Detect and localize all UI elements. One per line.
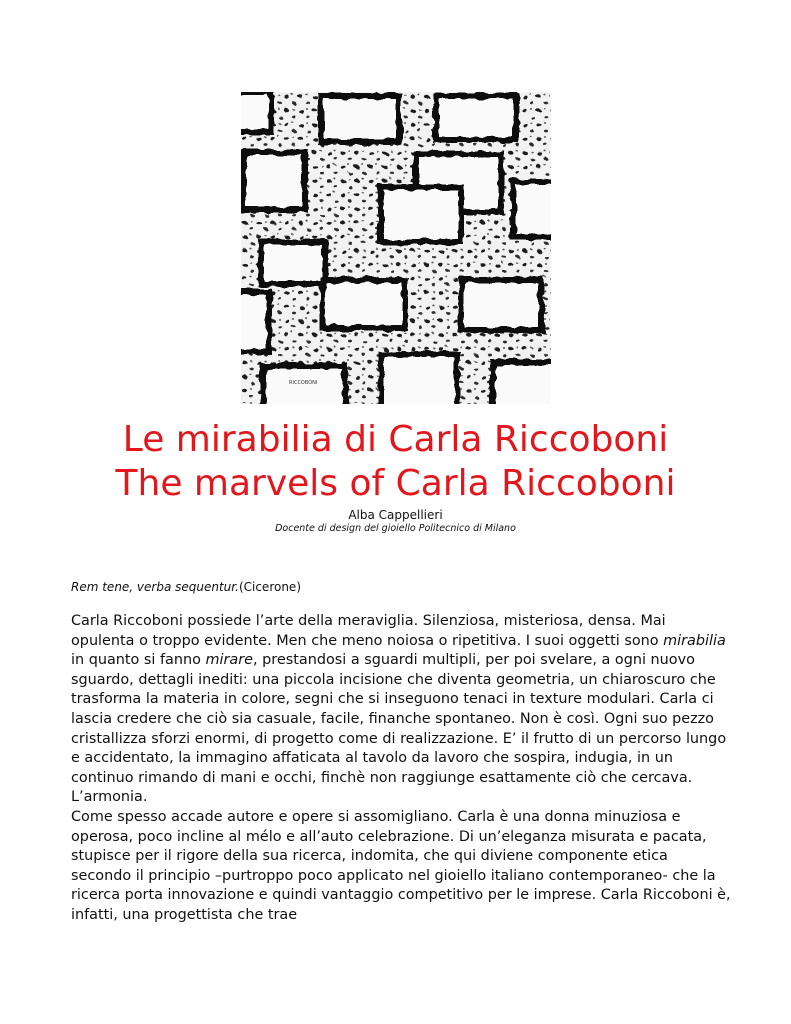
hero-image [241, 92, 551, 404]
term-mirabilia: mirabilia [663, 632, 726, 649]
paragraph-1-part-a: Carla Riccoboni possiede l’arte della meraviglia. Silenziosa, misteriosa, densa. Mai opulenta o troppo evidente. Men che meno noiosa o ripetitiva. I suoi oggetti sono [71, 613, 666, 649]
article-body [71, 612, 731, 926]
epigraph-text: Rem tene, verba sequentur. [71, 580, 239, 594]
author-name: Alba Cappellieri [348, 508, 443, 522]
epigraph-source: (Cicerone) [238, 580, 301, 594]
image-stamp: RICCOBONI [289, 380, 318, 386]
paragraph-1 [71, 612, 731, 808]
title-english: The marvels of Carla Riccoboni [115, 463, 676, 504]
page-title [0, 418, 791, 506]
paragraph-2: Come spesso accade autore e opere si assomigliano. Carla è una donna minuziosa e operosa, poco incline al mélo e all’auto celebrazione. Di un’eleganza misurata e pacata, stupisce per il rigore della sua ricerca, indomita, che qui diviene componente etica secondo il principio –purtroppo poco applicato nel gioiello italiano contemporaneo- che la ricerca porta innovazione e quindi vantaggio competitivo per le imprese. Carla Riccoboni è, infatti, una progettista che trae [71, 808, 731, 923]
epigraph [71, 580, 301, 595]
title-italian: Le mirabilia di Carla Riccoboni [122, 419, 669, 460]
paragraph-1-part-c: , prestandosi a sguardi multipli, per poi svelare, a ogni nuovo sguardo, dettagli inediti: una piccola incisione che diventa geometria, un chiaroscuro che trasforma la materia in colore, segni che si inseguono tenaci in texture modulari. Carla ci lascia credere che ciò sia casuale, facile, finanche spontaneo. Non è così. Ogni suo pezzo cristallizza sforzi enormi, di progetto come di realizzazione. E’ il frutto di un percorso lungo e accidentato, la immagino affaticata al tavolo da lavoro che sospira, indugia, in un continuo rimando di mani e occhi, finchè non raggiunge esattamente ciò che cercava. L’armonia. [71, 652, 727, 806]
paragraph-1-part-b: in quanto si fanno [71, 652, 206, 669]
textured-metal-photo-icon [241, 92, 551, 404]
term-mirare: mirare [205, 652, 254, 669]
author-role: Docente di design del gioiello Politecnico di Milano [275, 523, 516, 534]
